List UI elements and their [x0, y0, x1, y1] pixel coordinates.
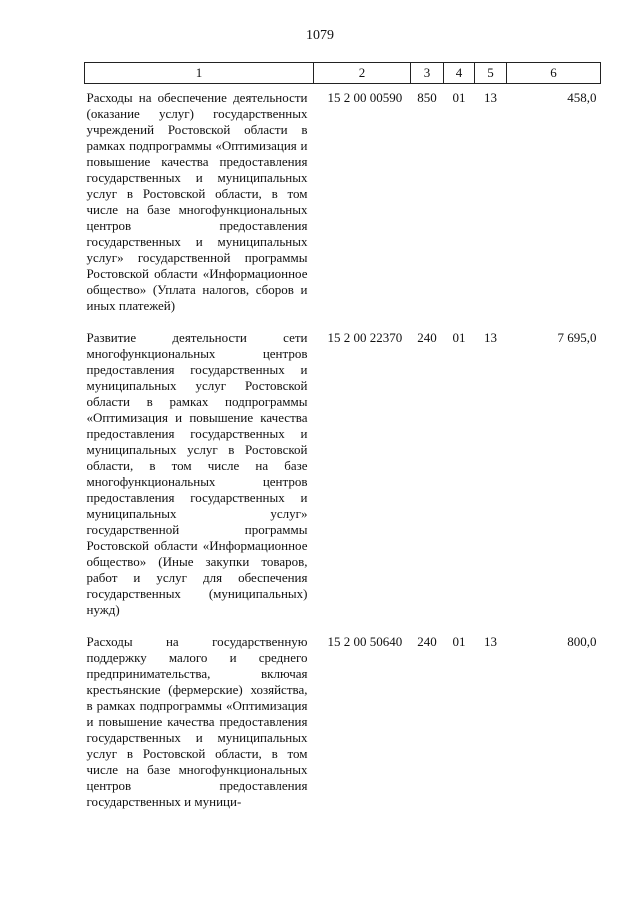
- header-row: [85, 63, 601, 84]
- table-row: [85, 314, 601, 618]
- row-target-code: 15 2 00 00590: [327, 90, 403, 105]
- row-col4: 01: [452, 634, 466, 649]
- row-amount: 7 695,0: [557, 330, 597, 345]
- row-description: Развитие деятельности сети многофункциональных центров предоставления государственных и муниципальных услуг Ростовской области в рамках подпрограммы «Оптимизация и повышение качества предоставления государственных и муниципальных услуг в Ростовской области, в том числе на базе многофункциональных центров предоставления государственных и муниципальных услуг» государственной программы Ростовской области «Информационное общество» (Иные закупки товаров, работ и услуг для обеспечения государственных (муниципальных) нужд): [86, 330, 308, 617]
- budget-table: [84, 62, 601, 810]
- row-description: Расходы на обеспечение деятельности (оказание услуг) государственных учреждений Ростовской области в рамках подпрограммы «Оптимизация и повышение качества предоставления государственных и муниципальных услуг в Ростовской области, в том числе на базе многофункциональных центров предоставления государственных и муниципальных услуг» государственной программы Ростовской области «Информационное общество» (Уплата налогов, сборов и иных платежей): [86, 90, 308, 313]
- header-col-2: 2: [314, 63, 411, 84]
- table-row: [85, 618, 601, 810]
- page-number: 1079: [306, 28, 334, 43]
- table-header: [85, 63, 601, 84]
- header-col-1: 1: [85, 63, 314, 84]
- row-col4: 01: [452, 90, 466, 105]
- header-col-6: 6: [507, 63, 601, 84]
- header-col-3: 3: [411, 63, 444, 84]
- row-amount: 458,0: [567, 90, 597, 105]
- row-col5: 13: [484, 330, 497, 345]
- row-col4: 01: [452, 330, 466, 345]
- row-amount: 800,0: [567, 634, 597, 649]
- row-col5: 13: [484, 90, 497, 105]
- row-col3: 240: [417, 330, 437, 345]
- row-target-code: 15 2 00 22370: [327, 330, 403, 345]
- table-row: [85, 84, 601, 315]
- header-col-5: 5: [475, 63, 507, 84]
- row-col3: 240: [417, 634, 437, 649]
- row-target-code: 15 2 00 50640: [327, 634, 403, 649]
- row-description: Расходы на государственную поддержку малого и среднего предпринимательства, включая крестьянские (фермерские) хозяйства, в рамках подпрограммы «Оптимизация и повышение качества предоставления государственных и муниципальных услуг в Ростовской области, в том числе на базе многофункциональных центров предоставления государственных и муници-: [86, 634, 308, 809]
- header-col-4: 4: [444, 63, 475, 84]
- table-body: [85, 84, 601, 811]
- row-col5: 13: [484, 634, 497, 649]
- row-col3: 850: [417, 90, 437, 105]
